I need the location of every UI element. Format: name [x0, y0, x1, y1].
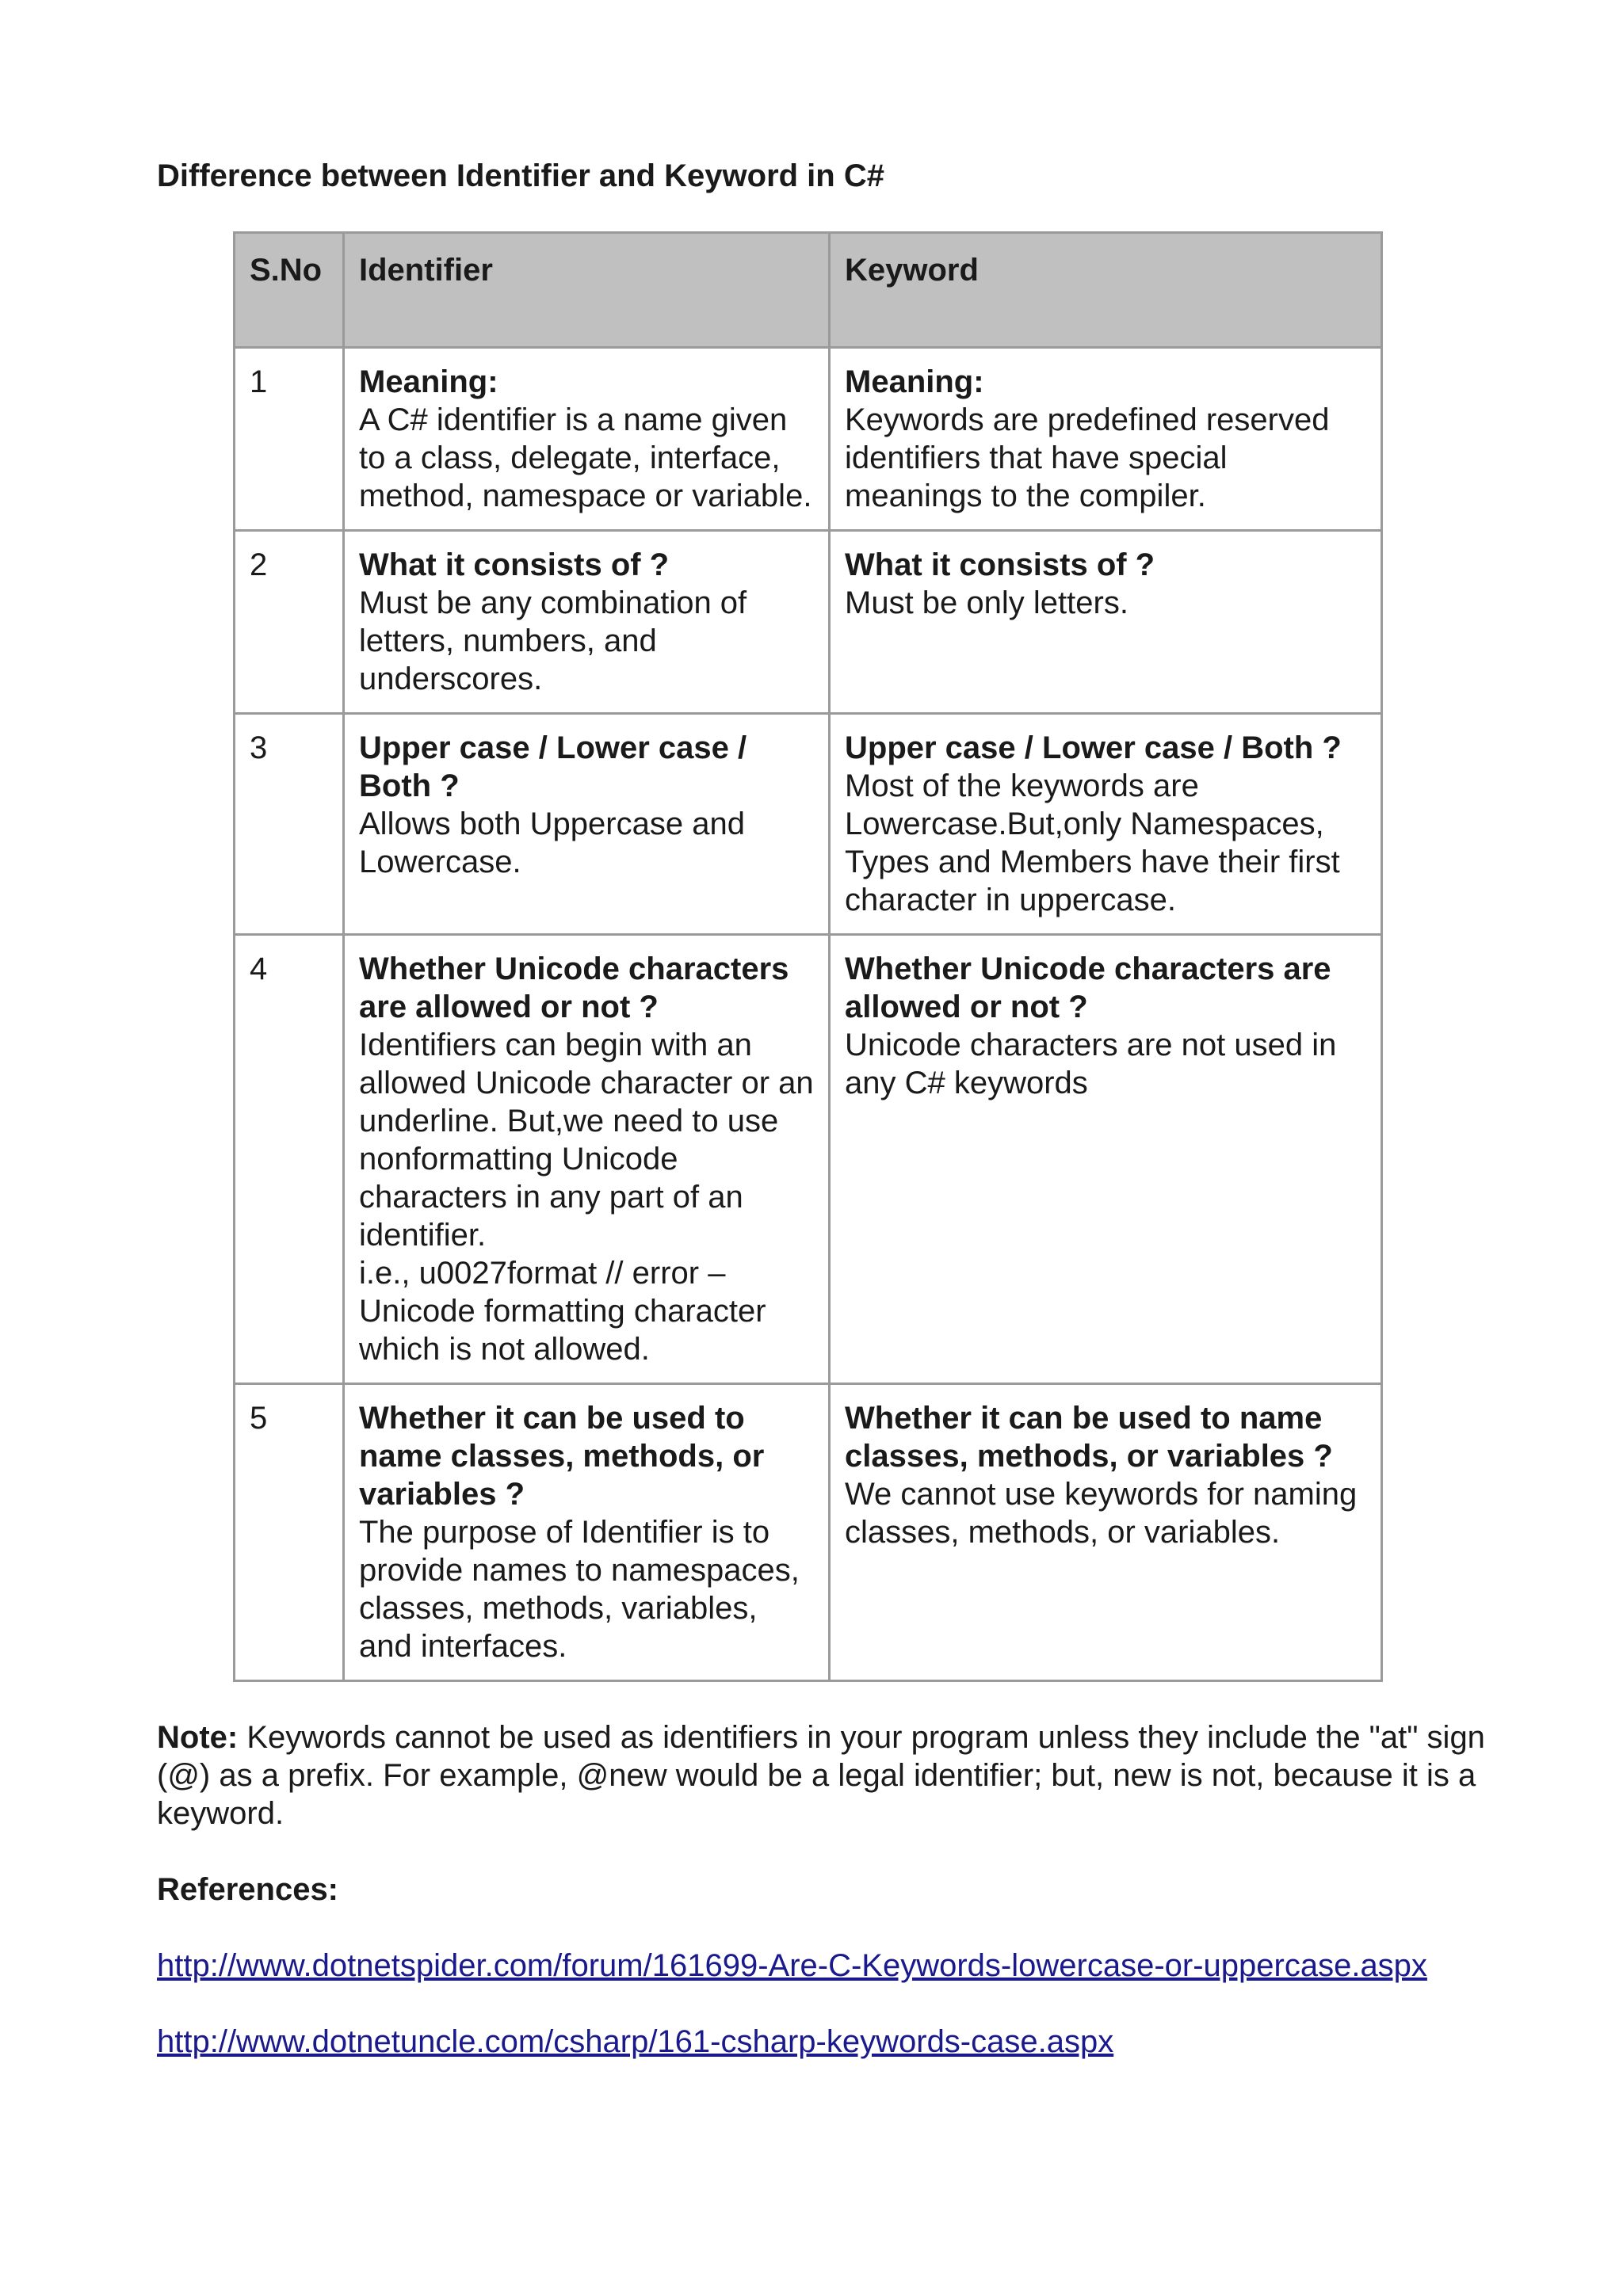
cell-heading: Whether it can be used to name classes, methods, or variables ? [845, 1401, 1333, 1474]
keyword-cell [830, 714, 1382, 935]
note-paragraph [157, 1718, 1496, 1833]
row-number: 4 [235, 935, 344, 1384]
note-text: Keywords cannot be used as identifiers in your program unless they include the "at" sign (@) as a prefix. For example, @new would be a legal identifier; but, new is not, because it is a keyword. [157, 1720, 1485, 1831]
identifier-cell [344, 935, 830, 1384]
keyword-cell [830, 531, 1382, 714]
cell-heading: Meaning: [359, 364, 498, 399]
cell-text: Must be any combination of letters, numbers, and underscores. [359, 585, 747, 696]
row-number: 2 [235, 531, 344, 714]
cell-heading: Whether it can be used to name classes, methods, or variables ? [359, 1401, 765, 1512]
cell-text: Allows both Uppercase and Lowercase. [359, 807, 745, 879]
cell-text: We cannot use keywords for naming classes, methods, or variables. [845, 1477, 1358, 1550]
table-row [235, 714, 1382, 935]
keyword-cell [830, 348, 1382, 531]
cell-heading: Meaning: [845, 364, 984, 399]
cell-heading: Whether Unicode characters are allowed or not ? [845, 952, 1331, 1024]
header-sno: S.No [235, 233, 344, 348]
cell-text: Identifiers can begin with an allowed Unicode character or an underline. But,we need to use nonformatting Unicode characters in any part of an identifier. i.e., u0027format // error – Unicode formatting character which is not allowed. [359, 1028, 814, 1367]
identifier-cell [344, 348, 830, 531]
cell-text: Keywords are predefined reserved identifiers that have special meanings to the compiler. [845, 402, 1330, 513]
table-row [235, 935, 1382, 1384]
keyword-cell [830, 935, 1382, 1384]
document-page [157, 157, 1496, 2061]
row-number: 3 [235, 714, 344, 935]
identifier-cell [344, 531, 830, 714]
cell-text: Must be only letters. [845, 585, 1128, 620]
keyword-cell [830, 1384, 1382, 1681]
table-row [235, 348, 1382, 531]
note-label: Note: [157, 1720, 239, 1755]
header-keyword: Keyword [830, 233, 1382, 348]
row-number: 5 [235, 1384, 344, 1681]
cell-heading: Upper case / Lower case / Both ? [845, 730, 1342, 765]
header-identifier: Identifier [344, 233, 830, 348]
identifier-cell [344, 714, 830, 935]
table-row [235, 1384, 1382, 1681]
cell-text: Most of the keywords are Lowercase.But,only Namespaces, Types and Members have their first character in uppercase. [845, 769, 1340, 917]
document-title: Difference between Identifier and Keyword in C# [157, 158, 884, 193]
cell-heading: What it consists of ? [359, 547, 670, 582]
cell-heading: What it consists of ? [845, 547, 1155, 582]
reference-link-dotnetspider[interactable]: http://www.dotnetspider.com/forum/161699-Are-C-Keywords-lowercase-or-uppercase.aspx [157, 1948, 1427, 1983]
comparison-table [233, 231, 1383, 1682]
table-row [235, 531, 1382, 714]
cell-text: A C# identifier is a name given to a class, delegate, interface, method, namespace or variable. [359, 402, 812, 513]
identifier-cell [344, 1384, 830, 1681]
cell-heading: Whether Unicode characters are allowed or not ? [359, 952, 789, 1024]
cell-text: Unicode characters are not used in any C# keywords [845, 1028, 1337, 1100]
table-header-row [235, 233, 1382, 348]
row-number: 1 [235, 348, 344, 531]
reference-link-dotnetuncle[interactable]: http://www.dotnetuncle.com/csharp/161-csharp-keywords-case.aspx [157, 2024, 1114, 2059]
cell-text: The purpose of Identifier is to provide names to namespaces, classes, methods, variables, and interfaces. [359, 1515, 800, 1664]
cell-heading: Upper case / Lower case / Both ? [359, 730, 747, 803]
references-heading: References: [157, 1872, 339, 1907]
